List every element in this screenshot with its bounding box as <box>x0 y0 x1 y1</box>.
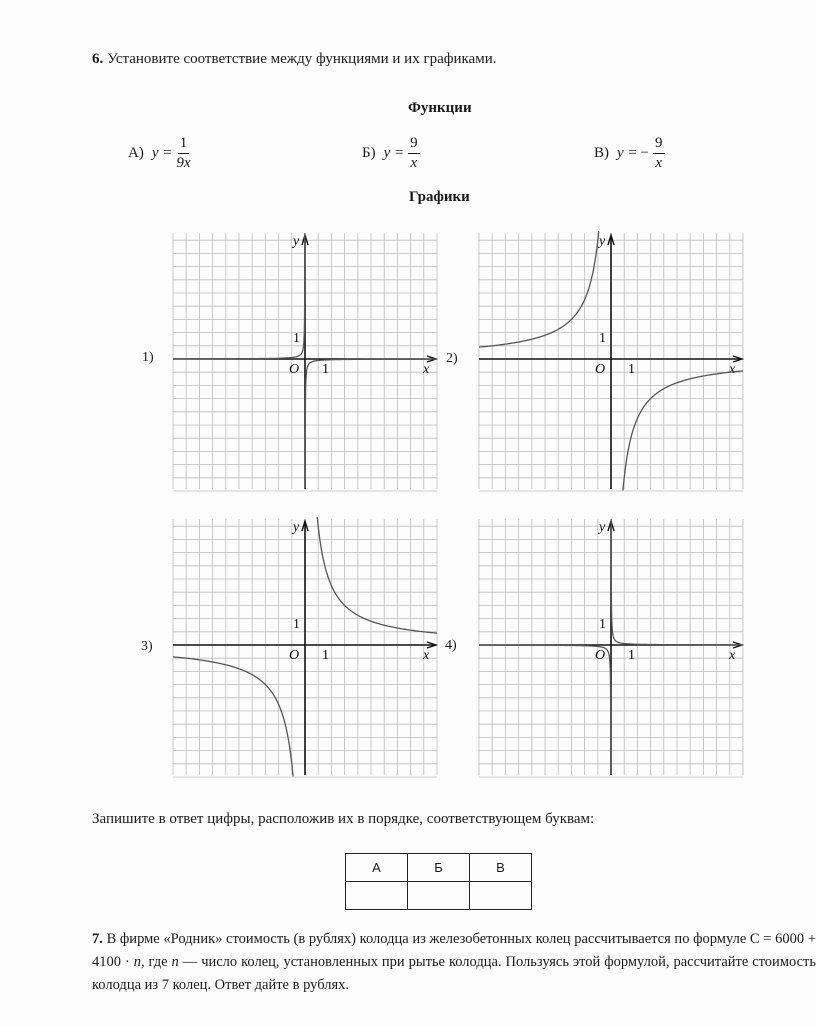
task-7-var-n-2: n <box>171 954 179 970</box>
graph-3-label: 3) <box>141 639 153 654</box>
origin-label: O <box>595 362 606 377</box>
function-sign: − <box>640 145 649 161</box>
x-axis-label: x <box>729 362 736 377</box>
curve-right-branch <box>317 517 437 633</box>
task-6-number: 6. <box>92 51 104 67</box>
function-lhs: y = <box>617 145 638 161</box>
function-label: В) <box>594 145 609 161</box>
y-tick-label: 1 <box>293 331 300 346</box>
task-7 <box>92 928 816 997</box>
task-7-text-2: , где <box>140 954 172 970</box>
graph-1-plot <box>173 233 437 489</box>
function-fraction <box>408 136 420 171</box>
x-axis-label: x <box>729 648 736 663</box>
y-tick-label: 1 <box>599 331 606 346</box>
origin-label: O <box>595 648 606 663</box>
x-tick-label: 1 <box>322 648 329 663</box>
y-axis-label: y <box>599 234 606 249</box>
curve-left-branch <box>173 657 293 777</box>
fraction-numerator: 9 <box>408 136 420 154</box>
answer-header-a: А <box>346 854 408 882</box>
task-7-text-3: — число колец, установленных при рытье колодца. Пользуясь этой формулой, рассчитайте стоимость колодца из 7 колец. Ответ дайте в рублях. <box>92 954 816 993</box>
function-a <box>128 136 191 171</box>
task-7-number: 7. <box>92 931 103 947</box>
answer-cell-a[interactable] <box>346 882 408 910</box>
x-axis-label: x <box>423 362 430 377</box>
task-6-heading <box>92 51 497 68</box>
fraction-denominator: x <box>410 155 418 171</box>
x-axis-label: x <box>423 648 430 663</box>
fraction-denominator: 9x <box>176 155 191 171</box>
task-7-var-n: n <box>133 954 141 970</box>
graph-4-label: 4) <box>445 638 457 653</box>
y-axis-label: y <box>599 520 606 535</box>
task-7-text-1: В фирме «Родник» стоимость (в рублях) колодца из железобетонных колец рассчитывается по формуле C = 6000 + 4100 · <box>92 931 816 970</box>
x-tick-label: 1 <box>628 648 635 663</box>
x-tick-label: 1 <box>628 362 635 377</box>
graph-4-plot <box>479 519 743 775</box>
graph-2-plot <box>479 233 743 489</box>
function-label: А) <box>128 145 144 161</box>
origin-label: O <box>289 648 300 663</box>
function-lhs: y = <box>383 145 405 161</box>
y-tick-label: 1 <box>293 617 300 632</box>
answer-header-v: В <box>470 854 532 882</box>
graph-2-label: 2) <box>446 351 458 366</box>
graph-1-label: 1) <box>142 350 154 365</box>
answer-table <box>345 853 532 910</box>
answer-table-input-row <box>346 882 532 910</box>
answer-table-header-row <box>346 854 532 882</box>
x-tick-label: 1 <box>322 362 329 377</box>
y-axis-label: y <box>293 520 300 535</box>
function-lhs: y = <box>151 145 173 161</box>
y-tick-label: 1 <box>599 617 606 632</box>
answer-instruction: Запишите в ответ цифры, расположив их в порядке, соответствующем буквам: <box>92 811 595 827</box>
answer-header-b: Б <box>408 854 470 882</box>
answer-cell-v[interactable] <box>470 882 532 910</box>
curve-right-branch <box>623 371 743 491</box>
fraction-numerator: 9 <box>653 136 665 154</box>
function-label: Б) <box>362 145 376 161</box>
y-axis-label: y <box>293 234 300 249</box>
function-fraction <box>653 136 665 171</box>
graph-3-plot <box>173 519 437 775</box>
functions-title: Функции <box>408 100 472 116</box>
curve-left-branch <box>479 231 599 347</box>
function-fraction <box>176 136 190 171</box>
origin-label: O <box>289 362 300 377</box>
function-v <box>594 136 665 171</box>
fraction-denominator: x <box>655 155 663 171</box>
fraction-numerator: 1 <box>178 136 190 154</box>
task-6-text: Установите соответствие между функциями и их графиками. <box>107 51 497 67</box>
function-b <box>362 136 420 171</box>
answer-cell-b[interactable] <box>408 882 470 910</box>
graphs-title: Графики <box>409 189 470 205</box>
